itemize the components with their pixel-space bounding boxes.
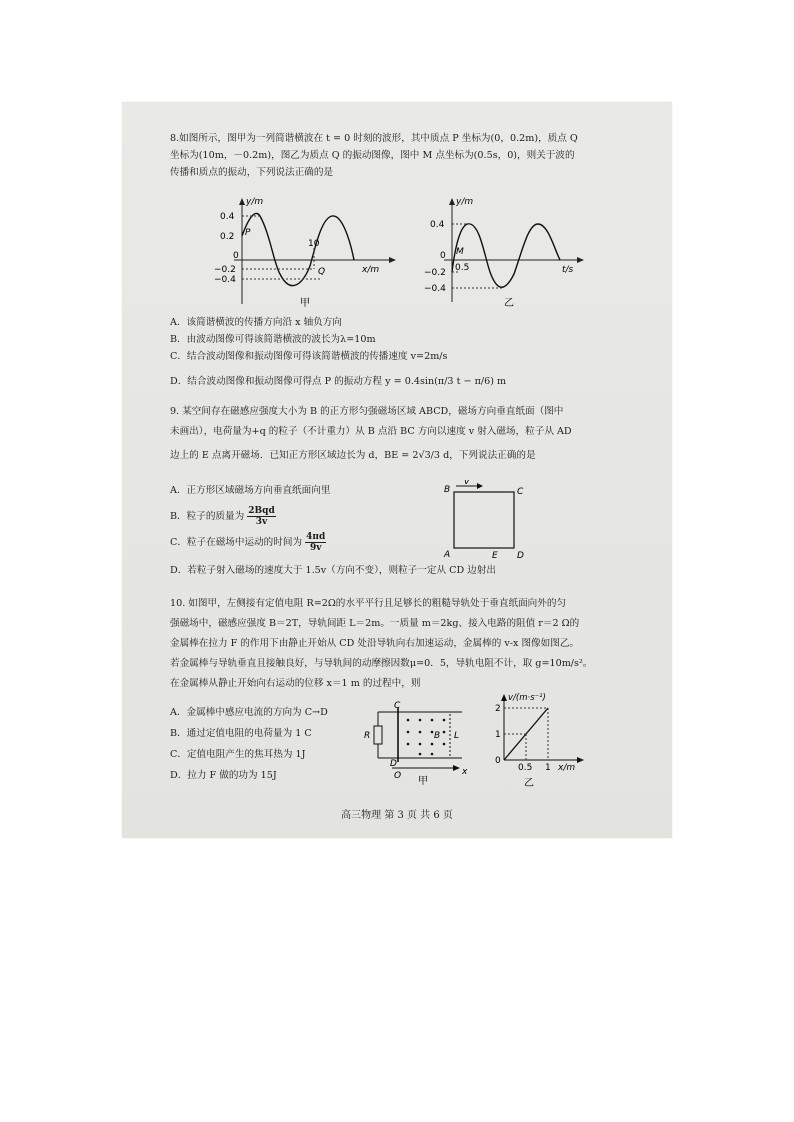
q9-label-v: v — [464, 480, 470, 487]
q10-options — [170, 702, 328, 786]
q8g1-tick-02: 0.2 — [220, 232, 235, 242]
q10-option-a: A．金属棒中感应电流的方向为 C→D — [170, 707, 328, 718]
q9-b-denominator: 3v — [255, 517, 268, 527]
q8g2-tick-m04: −0.4 — [424, 284, 446, 294]
q9-label-B: B — [444, 485, 451, 495]
q8-line3: 传播和质点的振动，下列说法正确的是 — [170, 167, 334, 178]
q8g1-xlabel: x/m — [362, 265, 380, 275]
q8-option-b: B．由波动图像可得该简谐横波的波长为λ=10m — [170, 334, 376, 345]
q10-line5: 在金属棒从静止开始向右运动的位移 x＝1 m 的过程中，则 — [170, 678, 421, 689]
q10-label-x: x — [462, 767, 468, 777]
q8-vibration-graph — [422, 194, 592, 312]
q8g2-tick-m02: −0.2 — [424, 268, 446, 278]
q8g1-point-P: P — [245, 228, 251, 238]
q8g2-caption: 乙 — [504, 298, 514, 309]
q9-label-A: A — [444, 550, 451, 560]
q10-line3: 金属棒在拉力 F 的作用下由静止开始从 CD 处沿导轨向右加速运动，金属棒的 v-x 图像如图乙。 — [170, 638, 580, 649]
q9-stem — [170, 402, 572, 466]
q9-option-a: A．正方形区域磁场方向垂直纸面向里 — [170, 485, 331, 496]
q10-option-b: B．通过定值电阻的电荷量为 1 C — [170, 728, 312, 739]
q9-c-numerator: 4πd — [306, 532, 326, 542]
q9-line3: 边上的 E 点离开磁场．已知正方形区域边长为 d，BE = 2√3/3 d，下列说法正确的是 — [170, 450, 536, 461]
q10g2-tick-1x: 1 — [545, 763, 551, 773]
page-footer: 高三物理 第 3 页 共 6 页 — [341, 810, 453, 821]
q8g2-tick-05: 0.5 — [455, 263, 470, 273]
q8g1-ylabel: y/m — [246, 197, 264, 207]
q10-line1: 10. 如图甲，左侧接有定值电阻 R=2Ω的水平平行且足够长的粗糙导轨处于垂直纸面向外的匀 — [170, 598, 567, 609]
q9-option-c-text: C．粒子在磁场中运动的时间为 — [170, 537, 303, 548]
q9-line2: 未画出），电荷量为+q 的粒子（不计重力）从 B 点沿 BC 方向以速度 v 射入磁场，粒子从 AD — [170, 426, 572, 437]
q10-vx-graph — [484, 690, 594, 790]
q10g2-caption: 乙 — [524, 778, 534, 789]
q10-label-O: O — [394, 771, 402, 781]
q8-line2: 坐标为(10m，－0.2m)，图乙为质点 Q 的振动图像，图中 M 点坐标为(0.5s，0)，则关于波的 — [170, 150, 575, 161]
q8g2-tick-04: 0.4 — [430, 220, 445, 230]
q8g1-tick-10: 10 — [308, 239, 320, 249]
q8g2-ylabel: y/m — [456, 197, 474, 207]
q10-label-B: B — [434, 731, 441, 741]
q9-option-b-text: B．粒子的质量为 — [170, 511, 245, 522]
q8g1-point-Q: Q — [318, 267, 326, 277]
q9-label-D: D — [517, 551, 524, 560]
q8g2-zero: 0 — [440, 251, 446, 261]
q10-line4: 若金属棒与导轨垂直且接触良好，与导轨间的动摩擦因数μ=0．5，导轨电阻不计，取 g=10m/s²。 — [170, 658, 593, 669]
q9-c-denominator: 9v — [309, 543, 322, 553]
q8g1-tick-04: 0.4 — [220, 212, 235, 222]
q8g1-zero: 0 — [233, 251, 239, 261]
q9-option-d: D．若粒子射入磁场的速度大于 1.5v（方向不变），则粒子一定从 CD 边射出 — [170, 565, 496, 576]
q10-line2: 强磁场中，磁感应强度 B＝2T，导轨间距 L＝2m。一质量 m＝2kg、接入电路的阻值 r＝2 Ω的 — [170, 618, 580, 629]
q8-options — [170, 314, 506, 390]
q10-label-D: D — [390, 759, 397, 769]
q8g2-xlabel: t/s — [562, 265, 574, 275]
q8g1-tick-m04: −0.4 — [214, 275, 236, 285]
q10g2-zero: 0 — [495, 756, 501, 766]
q10-option-c: C．定值电阻产生的焦耳热为 1J — [170, 749, 306, 760]
q10g2-xlabel: x/m — [558, 763, 576, 773]
q10g2-tick-05: 0.5 — [518, 763, 533, 773]
q8-option-a: A．该简谐横波的传播方向沿 x 轴负方向 — [170, 317, 342, 328]
q8g1-tick-m02: −0.2 — [214, 265, 236, 275]
q10-label-C: C — [394, 701, 401, 711]
q8-option-d: D．结合波动图像和振动图像可得点 P 的振动方程 y = 0.4sin(π/3 t − π/6) m — [170, 376, 507, 387]
q9-label-E: E — [492, 551, 498, 560]
q9-label-C: C — [517, 487, 524, 497]
q8-stem — [170, 130, 578, 181]
q8-option-c: C．结合波动图像和振动图像可得该简谐横波的传播速度 v=2m/s — [170, 351, 448, 362]
q8g1-caption: 甲 — [300, 298, 310, 309]
q8-wave-graph — [212, 194, 402, 312]
q9-option-c-fraction — [305, 532, 326, 553]
q8g2-point-M: M — [456, 247, 464, 257]
q10-label-R: R — [364, 731, 371, 741]
q9-line1: 9. 某空间存在磁感应强度大小为 B 的正方形匀强磁场区域 ABCD，磁场方向垂直纸面（图中 — [170, 406, 564, 417]
exam-page-photo — [122, 102, 672, 838]
q10-fig1-caption: 甲 — [418, 776, 428, 786]
q8-line1: 8.如图所示，图甲为一列简谐横波在 t = 0 时刻的波形，其中质点 P 坐标为(0，0.2m)，质点 Q — [170, 133, 578, 144]
q10-rail-figure — [362, 698, 472, 786]
q10g2-ylabel: v/(m·s⁻¹) — [508, 693, 546, 703]
q10g2-tick-2: 2 — [495, 704, 501, 714]
q10g2-tick-1: 1 — [495, 730, 501, 740]
q10-label-L: L — [454, 731, 460, 741]
q10-option-d: D．拉力 F 做的功为 15J — [170, 770, 277, 781]
q9-b-numerator: 2Bqd — [248, 506, 275, 516]
q9-square-figure — [440, 480, 530, 560]
q9-option-b-fraction — [247, 506, 275, 527]
q10-stem — [170, 594, 592, 694]
